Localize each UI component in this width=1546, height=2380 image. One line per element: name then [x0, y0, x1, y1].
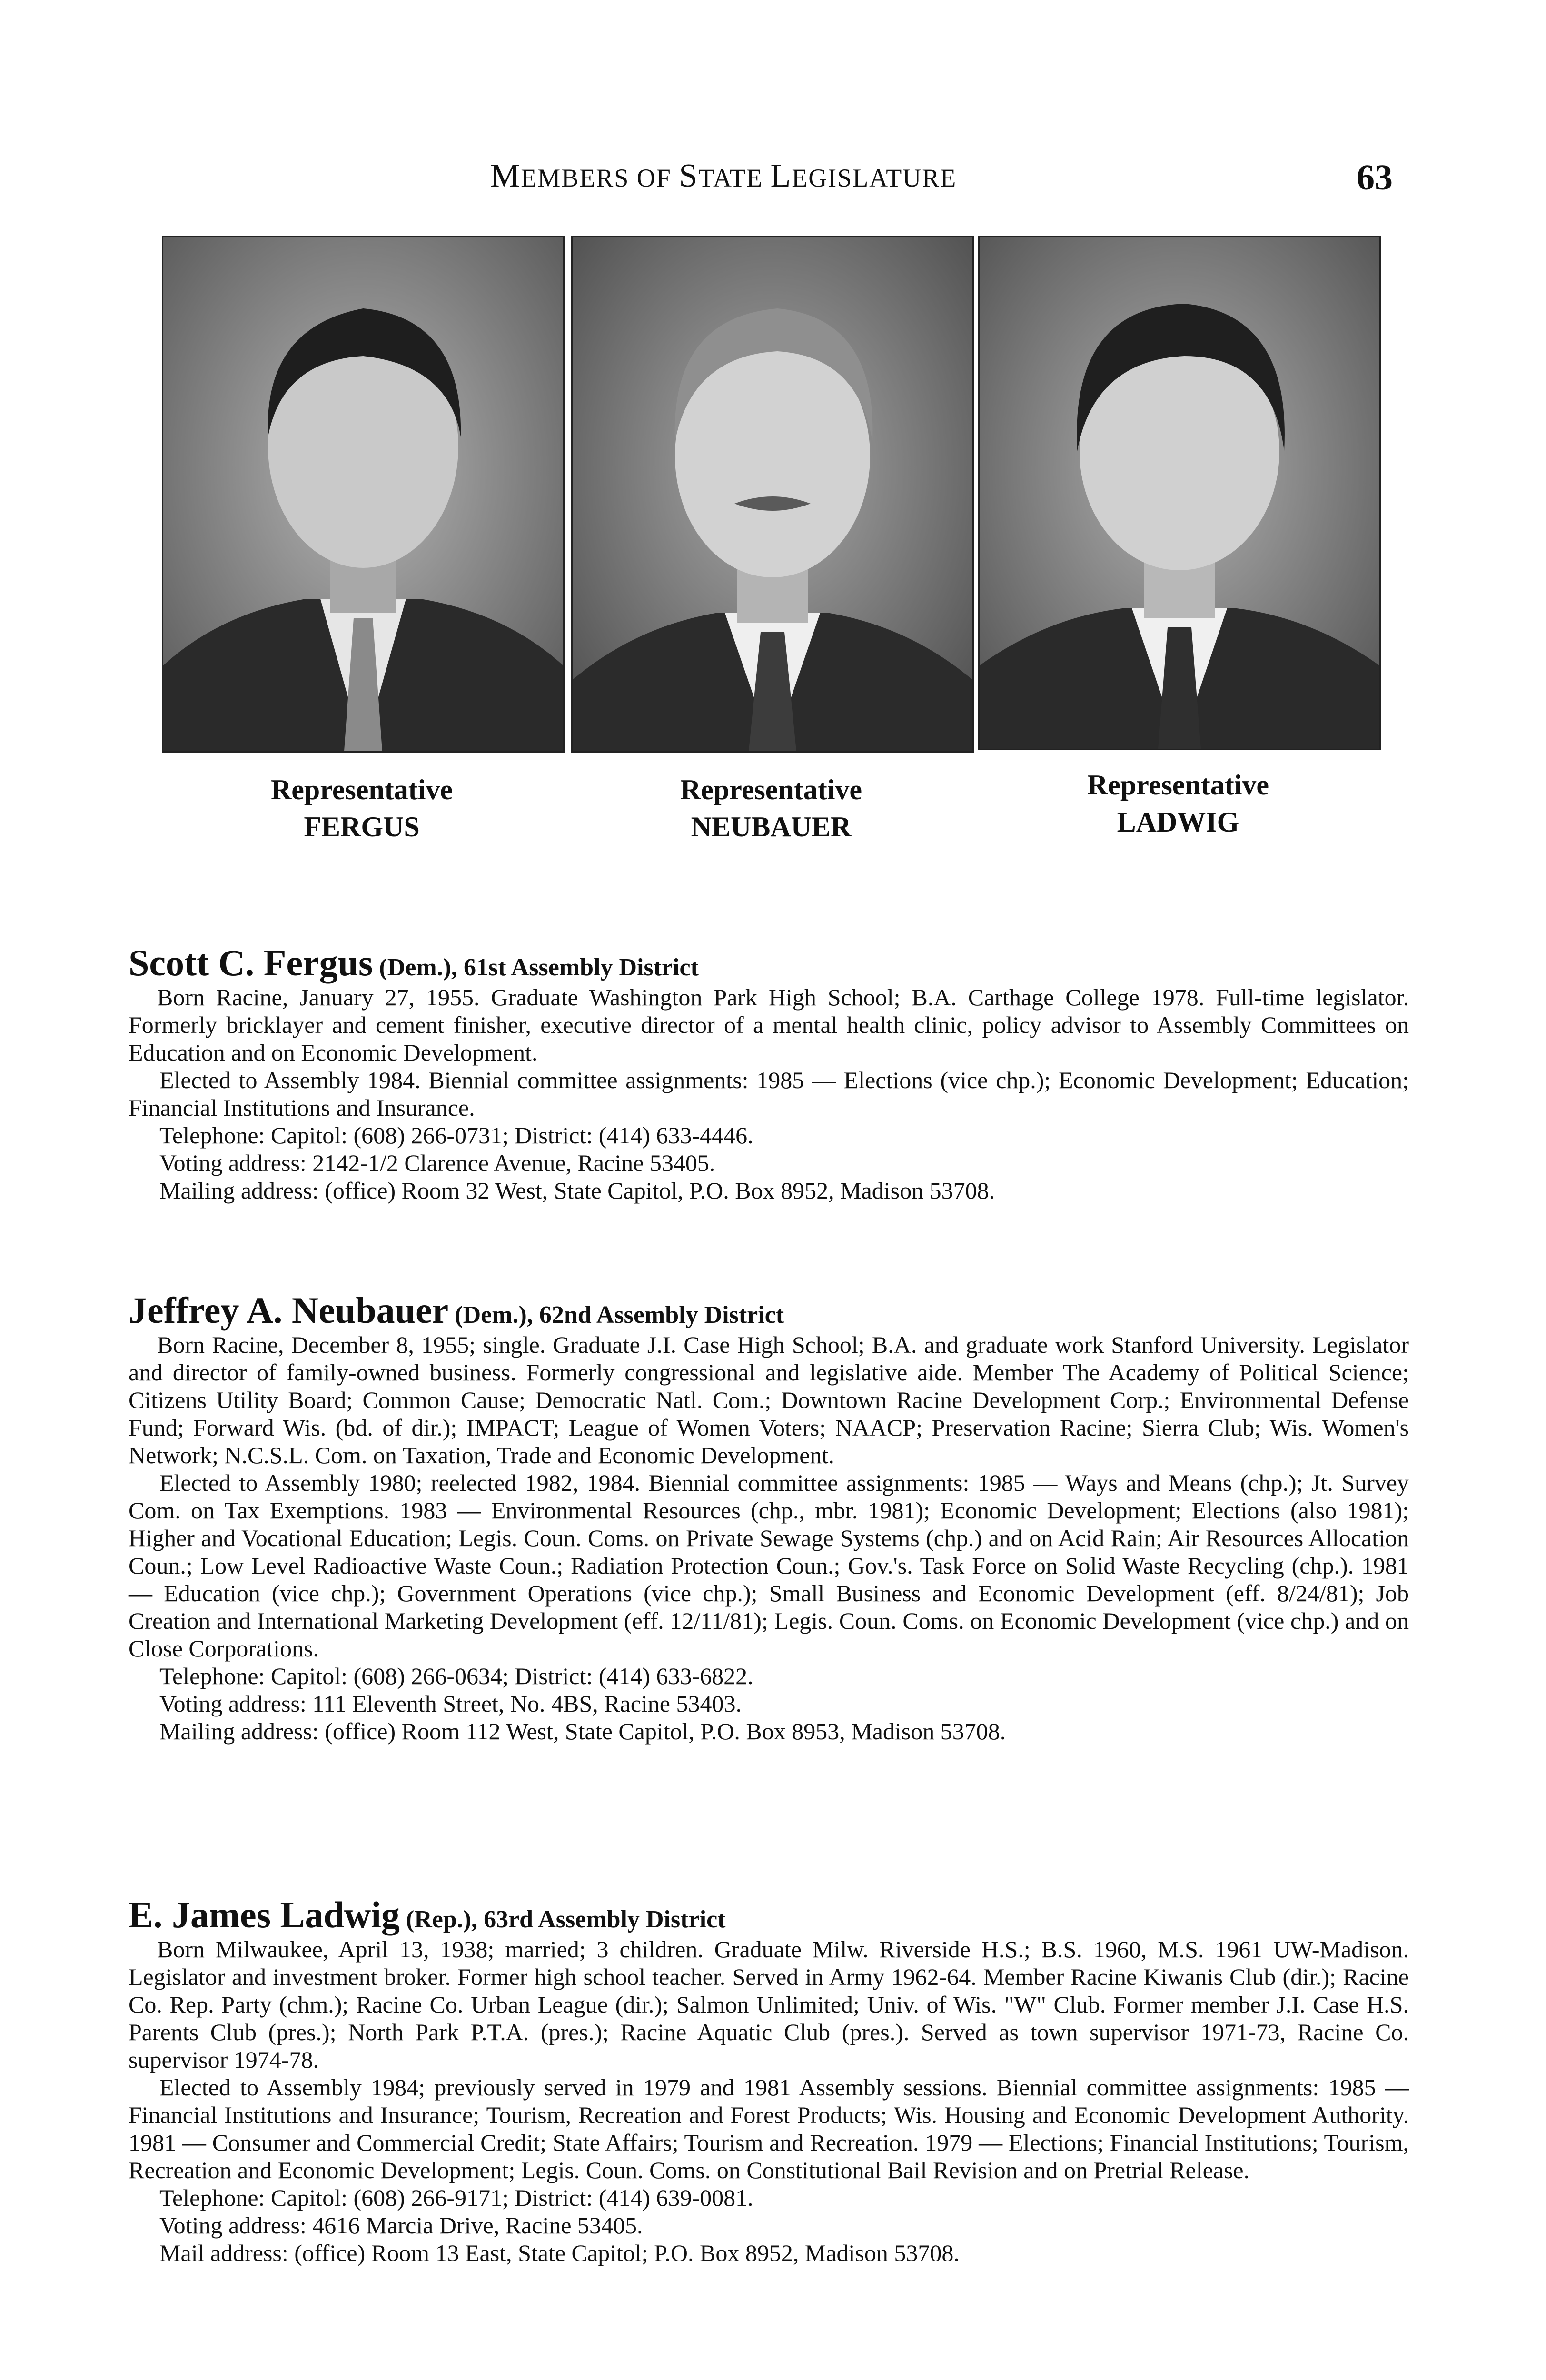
bio-telephone: Telephone: Capitol: (608) 266-0634; District: (414) 633-6822.	[159, 1663, 753, 1689]
bio-heading	[129, 942, 1409, 983]
bio-fergus	[129, 942, 1409, 1204]
member-name: Scott C. Fergus	[129, 942, 373, 983]
member-name: Jeffrey A. Neubauer	[129, 1289, 449, 1331]
portrait-fergus	[162, 236, 565, 753]
member-affiliation: (Rep.), 63rd Assembly District	[399, 1906, 726, 1933]
bio-voting-address: Voting address: 4616 Marcia Drive, Racine 53405.	[159, 2212, 643, 2239]
bio-paragraph: Elected to Assembly 1984. Biennial committee assignments: 1985 — Elections (vice chp.); Economic Development; Education; Financial Institutions and Insurance.	[129, 1067, 1409, 1121]
caption-neubauer	[571, 771, 971, 845]
member-affiliation: (Dem.), 61st Assembly District	[373, 954, 699, 981]
bio-telephone: Telephone: Capitol: (608) 266-0731; District: (414) 633-4446.	[159, 1122, 753, 1149]
bio-voting-address: Voting address: 111 Eleventh Street, No. 4BS, Racine 53403.	[159, 1690, 742, 1717]
caption-fergus	[162, 771, 562, 845]
bio-paragraph: Born Racine, December 8, 1955; single. Graduate J.I. Case High School; B.A. and graduate work Stanford University. Legislator and director of family-owned business. Formerly congressional and legislative aide. Member The Academy of Political Science; Citizens Utility Board; Common Cause; Democratic Natl. Com.; Downtown Racine Development Corp.; Environmental Defense Fund; Forward Wis. (bd. of dir.); IMPACT; League of Women Voters; NAACP; Preservation Racine; Sierra Club; Wis. Women's Network; N.C.S.L. Com. on Taxation, Trade and Economic Development.	[129, 1331, 1409, 1468]
bio-heading	[129, 1289, 1409, 1331]
bio-voting-address: Voting address: 2142-1/2 Clarence Avenue, Racine 53405.	[159, 1150, 715, 1176]
caption-name: LADWIG	[1117, 806, 1239, 838]
bio-mailing-address: Mailing address: (office) Room 32 West, State Capitol, P.O. Box 8952, Madison 53708.	[159, 1177, 995, 1204]
member-affiliation: (Dem.), 62nd Assembly District	[448, 1301, 784, 1329]
caption-title: Representative	[270, 774, 453, 805]
bio-paragraph: Elected to Assembly 1980; reelected 1982, 1984. Biennial committee assignments: 1985 — Ways and Means (chp.); Jt. Survey Com. on Tax Exemptions. 1983 — Environmental Resources (chp., mbr. 1981); Economic Development; Elections (also 1981); Higher and Vocational Education; Legis. Coun. Coms. on Private Sewage Systems (chp.) and on Acid Rain; Air Resources Allocation Coun.; Low Level Radioactive Waste Coun.; Radiation Protection Coun.; Gov.'s. Task Force on Solid Waste Recycling (chp.). 1981 — Education (vice chp.); Government Operations (vice chp.); Small Business and Economic Development (eff. 8/24/81); Job Creation and International Marketing Development (eff. 12/11/81); Legis. Coun. Coms. on Economic Development (vice chp.) and on Close Corporations.	[129, 1469, 1409, 1662]
caption-title: Representative	[1087, 769, 1269, 801]
bio-paragraph: Born Milwaukee, April 13, 1938; married; 3 children. Graduate Milw. Riverside H.S.; B.S. 1960, M.S. 1961 UW-Madison. Legislator and investment broker. Former high school teacher. Served in Army 1962-64. Member Racine Kiwanis Club (dir.); Racine Co. Rep. Party (chm.); Racine Co. Urban League (dir.); Salmon Unlimited; Univ. of Wis. "W" Club. Former member J.I. Case H.S. Parents Club (pres.); North Park P.T.A. (pres.); Racine Aquatic Club (pres.). Served as town supervisor 1971-73, Racine Co. supervisor 1974-78.	[129, 1936, 1409, 2073]
page-number: 63	[1357, 158, 1393, 198]
bio-paragraph: Elected to Assembly 1984; previously served in 1979 and 1981 Assembly sessions. Biennial committee assignments: 1985 — Financial Institutions and Insurance; Tourism, Recreation and Forest Products; Wis. Housing and Economic Development Authority. 1981 — Consumer and Commercial Credit; State Affairs; Tourism and Recreation. 1979 — Elections; Financial Institutions; Tourism, Recreation and Economic Development; Legis. Coun. Coms. on Constitutional Bail Revision and on Pretrial Release.	[129, 2074, 1409, 2183]
portrait-neubauer	[571, 236, 974, 753]
caption-title: Representative	[680, 774, 862, 805]
portrait-ladwig	[978, 236, 1381, 750]
caption-ladwig	[978, 766, 1378, 841]
caption-name: NEUBAUER	[691, 811, 852, 843]
bio-telephone: Telephone: Capitol: (608) 266-9171; District: (414) 639-0081.	[159, 2184, 753, 2211]
bio-mailing-address: Mailing address: (office) Room 112 West, State Capitol, P.O. Box 8953, Madison 53708.	[159, 1718, 1006, 1745]
bio-neubauer	[129, 1289, 1409, 1745]
bio-mailing-address: Mail address: (office) Room 13 East, State Capitol; P.O. Box 8952, Madison 53708.	[159, 2240, 960, 2266]
member-name: E. James Ladwig	[129, 1894, 400, 1935]
bio-ladwig	[129, 1894, 1409, 2267]
bio-paragraph: Born Racine, January 27, 1955. Graduate Washington Park High School; B.A. Carthage College 1978. Full-time legislator. Formerly bricklayer and cement finisher, executive director of a mental health clinic, policy advisor to Assembly Committees on Education and on Economic Development.	[129, 984, 1409, 1066]
page-title: MEMBERS OF STATE LEGISLATURE	[490, 158, 957, 194]
bio-heading	[129, 1894, 1409, 1935]
caption-name: FERGUS	[304, 811, 420, 843]
